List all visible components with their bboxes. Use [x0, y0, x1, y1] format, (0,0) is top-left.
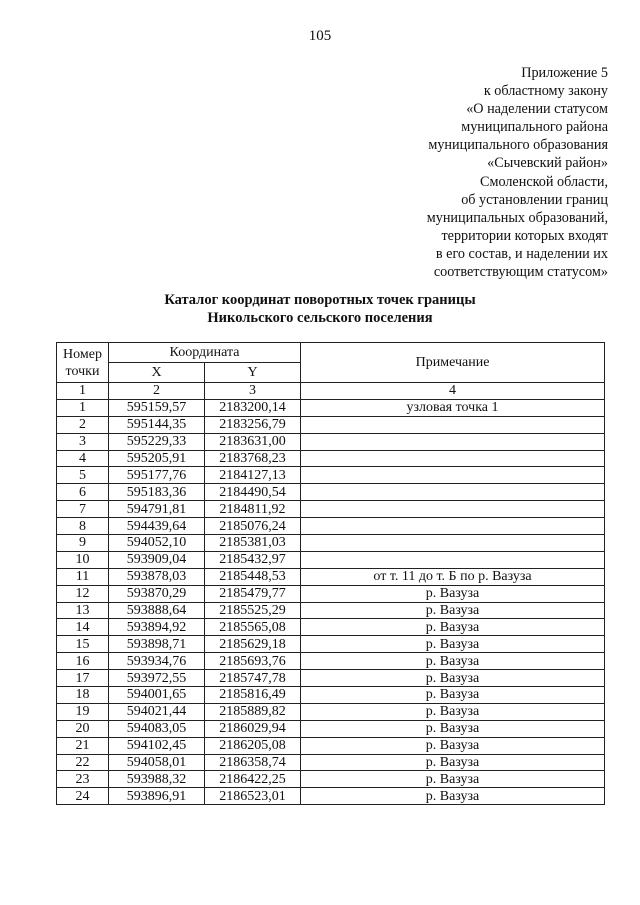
cell-point-number: 13	[57, 602, 109, 619]
header-note: Примечание	[301, 343, 605, 383]
cell-note	[301, 518, 605, 535]
cell-point-number: 23	[57, 771, 109, 788]
cell-point-number: 11	[57, 568, 109, 585]
cell-y: 2186205,08	[205, 737, 301, 754]
cell-point-number: 22	[57, 754, 109, 771]
cell-y: 2185693,76	[205, 653, 301, 670]
appendix-line: муниципального района	[461, 119, 608, 136]
cell-x: 593972,55	[109, 670, 205, 687]
cell-point-number: 7	[57, 501, 109, 518]
cell-x: 593988,32	[109, 771, 205, 788]
cell-y: 2185889,82	[205, 703, 301, 720]
cell-note: р. Вазуза	[301, 703, 605, 720]
cell-point-number: 21	[57, 737, 109, 754]
cell-x: 593934,76	[109, 653, 205, 670]
cell-note: р. Вазуза	[301, 653, 605, 670]
cell-y: 2183768,23	[205, 450, 301, 467]
cell-point-number: 24	[57, 788, 109, 805]
cell-note: узловая точка 1	[301, 399, 605, 416]
header-x: X	[109, 363, 205, 383]
header-y: Y	[205, 363, 301, 383]
table-row	[57, 788, 605, 805]
cell-y: 2186523,01	[205, 788, 301, 805]
cell-x: 594058,01	[109, 754, 205, 771]
cell-point-number: 6	[57, 484, 109, 501]
cell-y: 2185448,53	[205, 568, 301, 585]
cell-x: 595177,76	[109, 467, 205, 484]
cell-x: 593896,91	[109, 788, 205, 805]
title-line-1: Каталог координат поворотных точек границы	[164, 292, 476, 308]
cell-note	[301, 484, 605, 501]
cell-note	[301, 450, 605, 467]
cell-point-number: 3	[57, 433, 109, 450]
coordinates-table	[56, 342, 605, 805]
table-row	[57, 653, 605, 670]
cell-y: 2185076,24	[205, 518, 301, 535]
appendix-line: муниципального образования	[428, 137, 608, 154]
cell-x: 593870,29	[109, 585, 205, 602]
cell-y: 2185432,97	[205, 551, 301, 568]
cell-y: 2185565,08	[205, 619, 301, 636]
cell-note: р. Вазуза	[301, 619, 605, 636]
cell-note	[301, 467, 605, 484]
cell-point-number: 8	[57, 518, 109, 535]
cell-x: 594083,05	[109, 720, 205, 737]
cell-y: 2183200,14	[205, 399, 301, 416]
cell-point-number: 4	[57, 450, 109, 467]
appendix-line: Смоленской области,	[480, 173, 608, 190]
table-row	[57, 484, 605, 501]
cell-x: 594021,44	[109, 703, 205, 720]
appendix-line: об установлении границ	[461, 191, 608, 208]
appendix-line: территории которых входят	[441, 227, 608, 244]
column-number: 4	[301, 383, 605, 400]
cell-point-number: 19	[57, 703, 109, 720]
cell-note: р. Вазуза	[301, 720, 605, 737]
table-body	[57, 399, 605, 804]
table-row	[57, 670, 605, 687]
appendix-line: в его состав, и наделении их	[435, 245, 608, 262]
cell-note: р. Вазуза	[301, 585, 605, 602]
cell-note: от т. 11 до т. Б по р. Вазуза	[301, 568, 605, 585]
cell-x: 594439,64	[109, 518, 205, 535]
cell-x: 595159,57	[109, 399, 205, 416]
cell-y: 2186029,94	[205, 720, 301, 737]
cell-note: р. Вазуза	[301, 687, 605, 704]
cell-x: 595229,33	[109, 433, 205, 450]
cell-y: 2184490,54	[205, 484, 301, 501]
cell-x: 594001,65	[109, 687, 205, 704]
cell-note: р. Вазуза	[301, 788, 605, 805]
cell-y: 2185629,18	[205, 636, 301, 653]
table-row	[57, 399, 605, 416]
appendix-line: «О наделении статусом	[466, 101, 608, 118]
table-row	[57, 771, 605, 788]
cell-x: 595183,36	[109, 484, 205, 501]
cell-note	[301, 501, 605, 518]
cell-note: р. Вазуза	[301, 602, 605, 619]
table-row	[57, 518, 605, 535]
cell-point-number: 12	[57, 585, 109, 602]
table-row	[57, 602, 605, 619]
cell-y: 2185747,78	[205, 670, 301, 687]
cell-point-number: 14	[57, 619, 109, 636]
cell-x: 594102,45	[109, 737, 205, 754]
cell-point-number: 2	[57, 416, 109, 433]
column-number: 3	[205, 383, 301, 400]
cell-note	[301, 551, 605, 568]
cell-note: р. Вазуза	[301, 754, 605, 771]
appendix-line: к областному закону	[483, 83, 608, 100]
cell-y: 2185381,03	[205, 535, 301, 552]
document-title	[0, 292, 640, 327]
title-line-2: Никольского сельского поселения	[207, 309, 433, 326]
table-row	[57, 433, 605, 450]
table-row	[57, 568, 605, 585]
cell-x: 595144,35	[109, 416, 205, 433]
cell-y: 2185525,29	[205, 602, 301, 619]
header-coordinate: Координата	[109, 343, 301, 363]
cell-point-number: 20	[57, 720, 109, 737]
column-number: 2	[109, 383, 205, 400]
cell-y: 2184127,13	[205, 467, 301, 484]
cell-point-number: 16	[57, 653, 109, 670]
cell-note: р. Вазуза	[301, 737, 605, 754]
cell-x: 593888,64	[109, 602, 205, 619]
table-header	[57, 343, 605, 400]
table-row	[57, 687, 605, 704]
table-row	[57, 636, 605, 653]
cell-y: 2184811,92	[205, 501, 301, 518]
cell-point-number: 5	[57, 467, 109, 484]
cell-y: 2186358,74	[205, 754, 301, 771]
cell-x: 594791,81	[109, 501, 205, 518]
cell-point-number: 17	[57, 670, 109, 687]
cell-note: р. Вазуза	[301, 670, 605, 687]
table-row	[57, 416, 605, 433]
cell-y: 2185479,77	[205, 585, 301, 602]
cell-note	[301, 416, 605, 433]
cell-y: 2183631,00	[205, 433, 301, 450]
cell-x: 594052,10	[109, 535, 205, 552]
appendix-line: «Сычевский район»	[487, 155, 608, 172]
cell-note	[301, 433, 605, 450]
table-row	[57, 551, 605, 568]
cell-point-number: 10	[57, 551, 109, 568]
cell-note	[301, 535, 605, 552]
cell-point-number: 15	[57, 636, 109, 653]
appendix-line: муниципальных образований,	[426, 209, 608, 226]
table-row	[57, 619, 605, 636]
cell-y: 2183256,79	[205, 416, 301, 433]
appendix-line: соответствующим статусом»	[433, 264, 608, 281]
appendix-block	[427, 64, 608, 281]
table-row	[57, 467, 605, 484]
cell-note: р. Вазуза	[301, 771, 605, 788]
cell-y: 2185816,49	[205, 687, 301, 704]
header-point-number-label: Номер точки	[63, 346, 102, 379]
header-point-number	[57, 343, 109, 383]
page-number: 105	[308, 28, 332, 44]
table-row	[57, 754, 605, 771]
table-row	[57, 720, 605, 737]
table-row	[57, 535, 605, 552]
cell-x: 593898,71	[109, 636, 205, 653]
table-row	[57, 585, 605, 602]
cell-x: 593909,04	[109, 551, 205, 568]
table-row	[57, 737, 605, 754]
cell-x: 593894,92	[109, 619, 205, 636]
appendix-line: Приложение 5	[521, 65, 608, 81]
cell-point-number: 9	[57, 535, 109, 552]
table-row	[57, 703, 605, 720]
table-row	[57, 501, 605, 518]
table-row	[57, 450, 605, 467]
cell-y: 2186422,25	[205, 771, 301, 788]
cell-x: 593878,03	[109, 568, 205, 585]
cell-point-number: 1	[57, 399, 109, 416]
cell-point-number: 18	[57, 687, 109, 704]
cell-x: 595205,91	[109, 450, 205, 467]
cell-note: р. Вазуза	[301, 636, 605, 653]
column-number: 1	[57, 383, 109, 400]
